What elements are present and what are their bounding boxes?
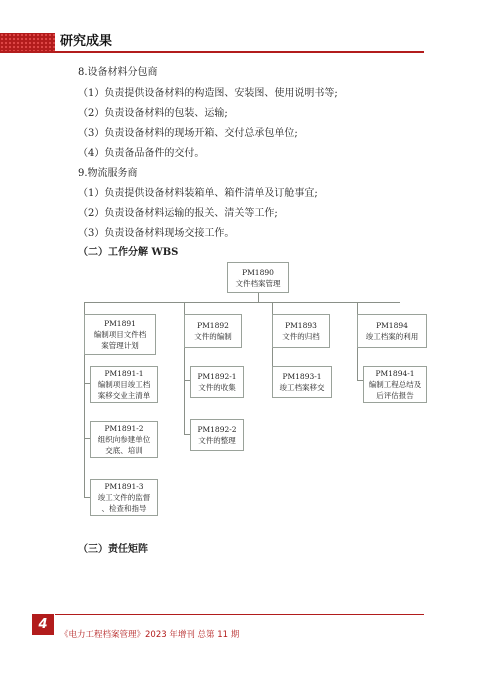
wbs-name: 文件档案管理	[235, 278, 281, 288]
wbs-code: PM1891-2	[104, 424, 144, 433]
wbs-name: 编制项目文件档	[93, 330, 147, 339]
text-line: （1）负责提供设备材料的构造图、安装图、使用说明书等;	[78, 88, 338, 99]
wbs-name: 、检查和指导	[101, 504, 147, 513]
wbs-code: PM1891-3	[104, 482, 144, 491]
wbs-name: 文件的归档	[282, 332, 320, 341]
wbs-name: 交底、培训	[105, 446, 143, 455]
wbs-name: 后评估报告	[376, 391, 414, 400]
text-line: （2）负责设备材料的包装、运输;	[78, 108, 228, 119]
wbs-name: 竣工档案的利用	[365, 332, 419, 341]
header-pattern	[0, 33, 55, 51]
wbs-code: PM1891-1	[104, 369, 144, 378]
wbs-name: 文件的整理	[198, 436, 236, 445]
connector	[357, 347, 358, 381]
wbs-node-1894	[357, 314, 427, 348]
text-line: 8.设备材料分包商	[78, 67, 158, 78]
wbs-name: 竣工档案移交	[279, 383, 325, 392]
text-line: （2）负责设备材料运输的报关、清关等工作;	[78, 208, 278, 219]
wbs-code: PM1890	[242, 267, 274, 277]
footer-rule	[55, 614, 424, 615]
header-rule	[0, 51, 424, 53]
connector	[84, 302, 400, 303]
wbs-node-1891-3	[90, 479, 158, 516]
page-number: 4	[32, 614, 54, 635]
wbs-code: PM1891	[104, 319, 136, 328]
wbs-code: PM1892	[197, 321, 229, 330]
wbs-node-1891	[84, 314, 156, 355]
wbs-code: PM1894-1	[375, 369, 415, 378]
wbs-code: PM1892-1	[197, 372, 237, 381]
wbs-name: 文件的编制	[194, 332, 232, 341]
heading-matrix: （三）责任矩阵	[78, 544, 148, 555]
connector	[272, 302, 273, 314]
wbs-code: PM1893	[285, 321, 317, 330]
heading-wbs: （二）工作分解 WBS	[78, 247, 179, 258]
connector	[184, 302, 185, 314]
wbs-node-1892-1	[190, 366, 244, 398]
connector	[84, 302, 85, 314]
wbs-code: PM1893-1	[282, 372, 322, 381]
wbs-node-1893-1	[272, 366, 332, 398]
text-line: （3）负责设备材料现场交接工作。	[78, 228, 235, 239]
wbs-name: 竣工文件的监督	[97, 493, 151, 502]
wbs-node-1891-1	[90, 366, 158, 403]
connector	[258, 292, 259, 302]
section-title: 研究成果	[60, 34, 113, 49]
wbs-node-1893	[272, 314, 330, 348]
wbs-name: 案管理计划	[101, 341, 139, 350]
wbs-name: 文件的收集	[198, 383, 236, 392]
wbs-name: 组织向参建单位	[97, 435, 151, 444]
wbs-name: 编制工程总结及	[368, 380, 422, 389]
connector	[84, 354, 85, 498]
journal-info: 《电力工程档案管理》2023 年增刊 总第 11 期	[60, 630, 240, 640]
text-line: （1）负责提供设备材料装箱单、箱件清单及订舱事宜;	[78, 188, 318, 199]
wbs-node-root	[227, 262, 289, 293]
text-line: （3）负责设备材料的现场开箱、交付总承包单位;	[78, 128, 298, 139]
wbs-node-1892-2	[190, 419, 244, 451]
wbs-name: 编制项目竣工档	[97, 380, 151, 389]
wbs-node-1892	[184, 314, 242, 348]
wbs-node-1894-1	[363, 366, 427, 403]
wbs-code: PM1892-2	[197, 425, 237, 434]
wbs-name: 案移交业主清单	[97, 391, 151, 400]
wbs-code: PM1894	[376, 321, 408, 330]
text-line: （4）负责备品备件的交付。	[78, 148, 205, 159]
text-line: 9.物流服务商	[78, 168, 138, 179]
connector	[357, 302, 358, 314]
connector	[184, 347, 185, 435]
wbs-node-1891-2	[90, 421, 158, 458]
